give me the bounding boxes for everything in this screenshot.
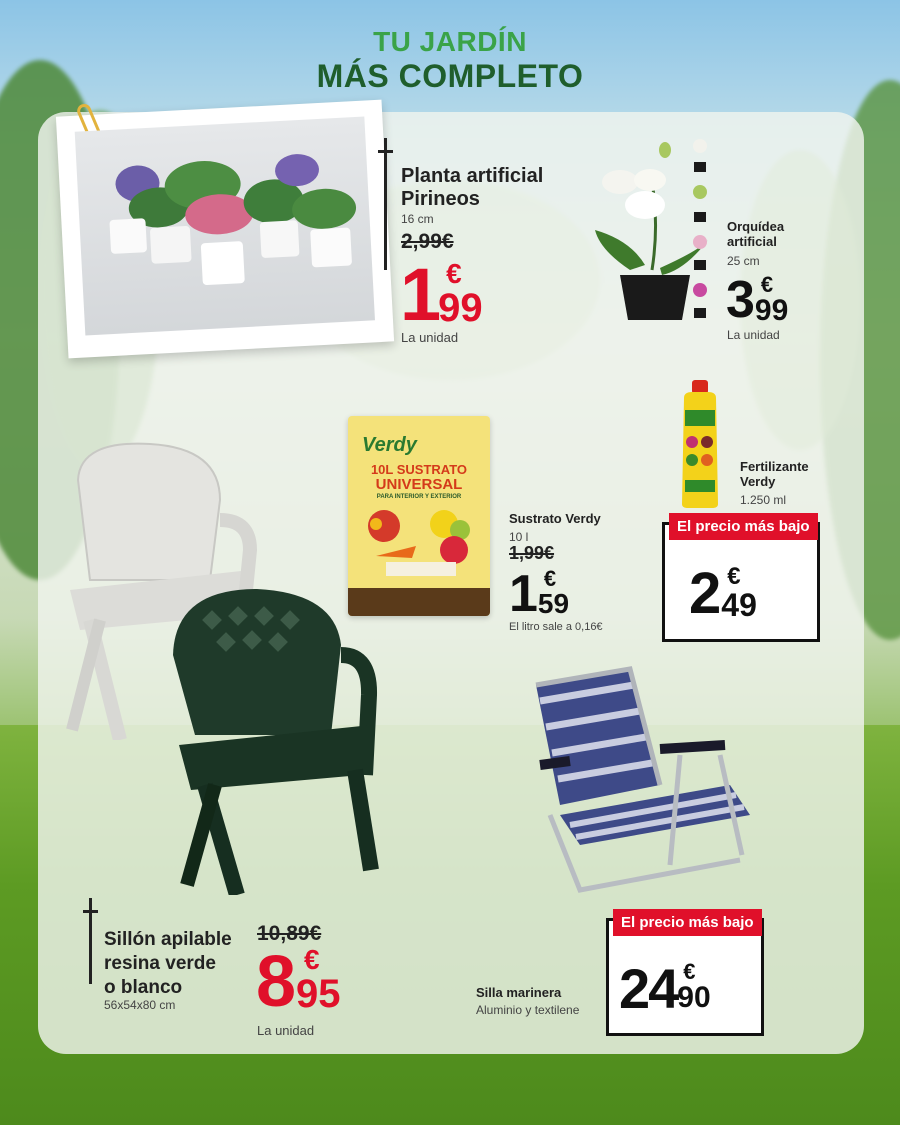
sustrato-old-price: 1,99€ (509, 543, 555, 563)
orquidea-unit: La unidad (727, 328, 780, 342)
planta-unit: La unidad (401, 330, 459, 345)
fertilizante-size: 1.250 ml (740, 493, 787, 507)
planta-old-price: 2,99€ (401, 230, 454, 253)
fertilizante-price-dec: 49 (721, 587, 757, 623)
orquidea-name-line1: Orquídea (727, 219, 785, 234)
planta-name (401, 165, 543, 211)
sillon-name-line1: Sillón apilable (104, 929, 232, 950)
sillon-name (104, 928, 232, 999)
planta-name-line1: Planta artificial (401, 165, 544, 187)
artificial-plants-image (75, 117, 375, 336)
fertilizante-price (689, 561, 757, 626)
planta-bracket (384, 138, 387, 270)
fertilizante-price-int: 2 (689, 561, 722, 626)
fertilizante-currency: € (727, 563, 741, 590)
silla-price (619, 957, 711, 1020)
green-chair-image (165, 585, 380, 895)
planta-price (400, 253, 483, 336)
planta-price-int: 1 (400, 253, 439, 336)
planta-size: 16 cm (401, 212, 434, 226)
silla-badge-label: El precio más bajo (613, 909, 762, 936)
orquidea-currency: € (760, 272, 774, 297)
orquidea-price (726, 271, 789, 329)
fertilizante-name (740, 460, 809, 490)
sustrato-size: 10 l (509, 530, 529, 544)
planta-name-line2: Pirineos (401, 188, 480, 210)
silla-price-badge (606, 914, 764, 1036)
fertilizante-badge-label: El precio más bajo (669, 513, 818, 540)
orchid-variants-image (688, 132, 712, 322)
sustrato-price-int: 1 (509, 565, 538, 623)
soil-bag-produce-icon (356, 504, 482, 584)
fertilizante-name-line2: Verdy (740, 473, 776, 489)
planta-currency: € (446, 258, 462, 289)
orquidea-price-dec: 99 (754, 294, 789, 327)
sillon-bracket (89, 898, 92, 984)
sustrato-unit-price: El litro sale a 0,16€ (509, 621, 603, 633)
fertilizante-name-line1: Fertilizante (740, 459, 809, 474)
fertilizer-bottle-image (676, 380, 724, 508)
soil-bag-subtitle: PARA INTERIOR Y EXTERIOR (376, 494, 462, 500)
fertilizante-price-badge (662, 518, 820, 642)
sustrato-price (509, 565, 570, 623)
sillon-old-price: 10,89€ (257, 922, 322, 945)
silla-currency: € (683, 959, 696, 984)
orquidea-size: 25 cm (727, 254, 760, 268)
silla-name: Silla marinera (476, 985, 562, 1000)
sillon-price (256, 942, 341, 1022)
soil-bag-title1: 10L SUSTRATO (370, 462, 468, 477)
sillon-name-line2: resina verde (104, 952, 216, 974)
sillon-name-line3: o blanco (104, 976, 183, 998)
sustrato-price-dec: 59 (537, 588, 570, 619)
beach-chair-image (530, 665, 755, 900)
sillon-currency: € (304, 944, 320, 975)
orquidea-name (727, 220, 784, 250)
orquidea-name-line2: artificial (727, 233, 777, 249)
soil-bag-title2: UNIVERSAL (375, 476, 463, 493)
header-line1: TU JARDÍN (373, 26, 527, 57)
planta-price-dec: 99 (438, 286, 483, 330)
silla-desc: Aluminio y textilene (476, 1003, 580, 1017)
sillon-price-int: 8 (256, 942, 297, 1022)
planta-photo (56, 100, 394, 359)
soil-bag-brand: Verdy (362, 434, 417, 456)
sillon-price-dec: 95 (296, 972, 341, 1016)
sillon-unit: La unidad (257, 1023, 315, 1038)
header-line2: MÁS COMPLETO (316, 58, 584, 94)
sustrato-name: Sustrato Verdy (509, 511, 601, 526)
sustrato-currency: € (543, 566, 557, 591)
silla-price-dec: 90 (677, 981, 711, 1014)
orquidea-price-int: 3 (726, 271, 755, 329)
sillon-size: 56x54x80 cm (104, 998, 176, 1012)
silla-price-int: 24 (619, 957, 678, 1020)
